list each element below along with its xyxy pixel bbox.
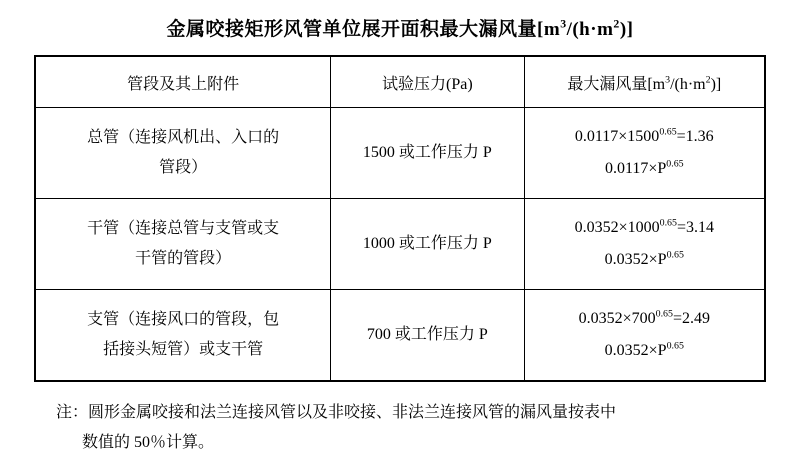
page-title-text: 金属咬接矩形风管单位展开面积最大漏风量 xyxy=(166,19,538,40)
segment-line-1: 总管（连接风机出、入口的 xyxy=(87,129,280,147)
formula-1-exp: 0.65 xyxy=(659,217,677,229)
table-header xyxy=(35,56,765,108)
segment-line-1: 支管（连接风口的管段，包 xyxy=(87,311,280,329)
header-unit-open: [m xyxy=(647,75,666,93)
table-header-row xyxy=(35,56,765,108)
segment-line-2: 括接头短管）或支干管 xyxy=(103,341,264,358)
pressure-value: 700 或工作压力 P xyxy=(366,326,488,344)
formula-1-pre: 0.0352×1000 xyxy=(574,219,660,236)
header-max-leakage xyxy=(524,56,765,108)
note-line-1: 注：圆形金属咬接和法兰连接风管以及非咬接、非法兰连接风管的漏风量按表中 xyxy=(56,404,617,421)
formula-line-1 xyxy=(533,121,756,153)
formula-1-post: =3.14 xyxy=(676,219,714,236)
header-unit-close: )] xyxy=(710,75,722,93)
pressure-value: 1500 或工作压力 P xyxy=(362,144,492,162)
formula-2-pre: 0.0117×P xyxy=(604,160,667,177)
formula-line-2 xyxy=(533,335,756,367)
formula-2-exp: 0.65 xyxy=(666,340,684,352)
cell-max-leakage xyxy=(524,108,765,199)
table-row xyxy=(35,108,765,199)
formula-line-2 xyxy=(533,153,756,185)
formula-1-exp: 0.65 xyxy=(655,308,673,320)
unit-open: [m xyxy=(537,19,561,40)
cell-max-leakage xyxy=(524,199,765,290)
header-test-pressure: 试验压力(Pa) xyxy=(331,56,524,108)
formula-1-post: =1.36 xyxy=(676,128,714,145)
unit-mid: /(h·m xyxy=(566,19,614,40)
table-row xyxy=(35,290,765,382)
cell-test-pressure xyxy=(331,199,524,290)
unit-close: )] xyxy=(619,19,634,40)
table-body xyxy=(35,108,765,382)
header-unit-sup-2: 2 xyxy=(705,74,711,86)
formula-2-pre: 0.0352×P xyxy=(604,342,667,359)
note-line-2: 数值的 50％计算。 xyxy=(82,434,215,452)
cell-duct-segment xyxy=(35,108,331,199)
formula-line-2 xyxy=(533,244,756,276)
leakage-table xyxy=(34,55,766,382)
unit-sup-2: 2 xyxy=(613,17,620,31)
formula-2-exp: 0.65 xyxy=(666,158,684,170)
header-unit-sup-3: 3 xyxy=(665,74,671,86)
header-unit-mid: /(h·m xyxy=(670,75,706,93)
formula-2-exp: 0.65 xyxy=(666,249,684,261)
table-note xyxy=(34,398,766,459)
header-max-leakage-text: 最大漏风量 xyxy=(567,75,648,93)
formula-line-1 xyxy=(533,212,756,244)
formula-1-post: =2.49 xyxy=(672,310,710,327)
page-title-unit xyxy=(537,19,633,40)
cell-duct-segment xyxy=(35,199,331,290)
cell-test-pressure xyxy=(331,290,524,382)
table-row xyxy=(35,199,765,290)
page-title xyxy=(34,0,766,55)
formula-1-pre: 0.0352×700 xyxy=(578,310,656,327)
cell-duct-segment xyxy=(35,290,331,382)
formula-1-pre: 0.0117×1500 xyxy=(574,128,660,145)
pressure-value: 1000 或工作压力 P xyxy=(362,235,492,253)
formula-2-pre: 0.0352×P xyxy=(604,251,667,268)
cell-max-leakage xyxy=(524,290,765,382)
segment-line-1: 干管（连接总管与支管或支 xyxy=(87,220,280,238)
unit-sup-3: 3 xyxy=(560,17,567,31)
formula-line-1 xyxy=(533,303,756,335)
header-duct-segment: 管段及其上附件 xyxy=(35,56,331,108)
formula-1-exp: 0.65 xyxy=(659,126,677,138)
segment-line-2: 干管的管段） xyxy=(135,250,232,267)
cell-test-pressure xyxy=(331,108,524,199)
segment-line-2: 管段） xyxy=(159,159,208,176)
